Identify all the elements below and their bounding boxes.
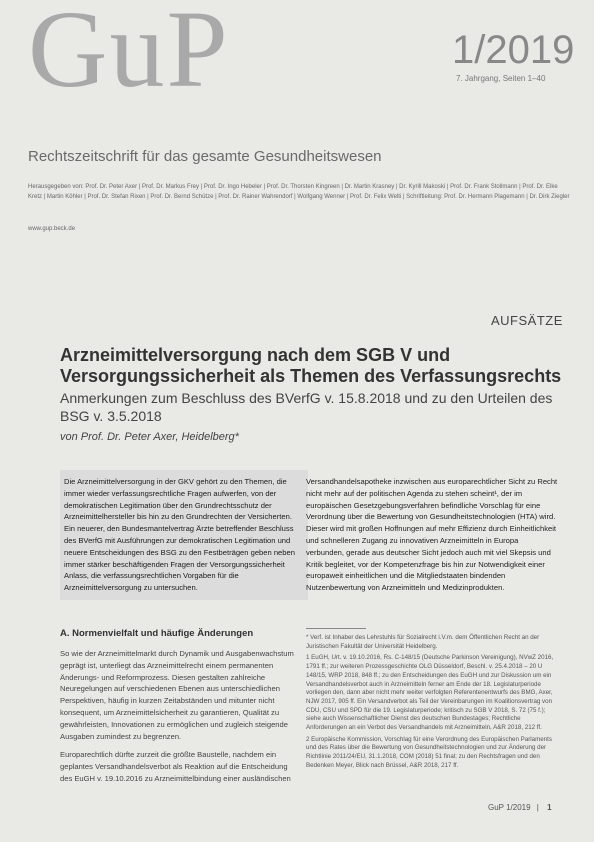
right-column-text: Versandhandelsapotheke inzwischen aus europarechtlicher Sicht zu Recht nicht mehr auf der politischen Agenda zu stehen scheint¹, der im europäischen Gesetzgebungsverfahren befindliche Vorschlag für eine Verordnung über die Bewertung von Gesundheitstechnologien (HTA) wird. Dieser wird mit großen Hoffnungen auf mehr Effizienz durch Einheitlichkeit und schnelleren Zugang zu innovativen Arzneimitteln in Europa verbunden, gerade aus deutscher Sicht jedoch auch mit viel Skepsis und Kritik begleitet, vor der Kompetenzfrage bis hin zur Notwendigkeit einer europaweit einheitlichen und die Mitgliedstaaten bindenden Nutzenbewertung von Arzneimitteln und Medizinprodukten. — [306, 477, 558, 593]
page-footer — [488, 803, 552, 812]
footnotes — [306, 634, 558, 771]
footer-divider: | — [536, 803, 539, 812]
footnote-2: 2 Europäische Kommission, Vorschlag für eine Verordnung des Europäischen Parlaments und des Rates über die Bewertung von Gesundheitstechnologien und zur Änderung der Richtlinie 2011/24/EU, 31.1.2018, COM (2018) 51 final; zu den Rechtsfragen und den Bedenken Meyer, Blick nach Brüssel, A&R 2018, 217 ff. — [306, 735, 552, 769]
section-a-body — [60, 648, 300, 785]
editors-list: Herausgegeben von: Prof. Dr. Peter Axer | Prof. Dr. Markus Frey | Prof. Dr. Ingo Hebeler | Prof. Dr. Thorsten Kingreen | Dr. Martin Krasney | Dr. Kyrill Makoski | Prof. Dr. Frank Stollmann | Prof. Dr. Elke Kretz | Martin Köhler | Prof. Dr. Stefan Rixen | Prof. Dr. Bernd Schütze | Prof. Dr. Rainer Wahrendorf | Wolfgang Wenner | Prof. Dr. Felix Welti | Schriftleitung: Prof. Dr. Hermann Plagemann | Dr. Dirk Ziegler — [28, 184, 570, 200]
section-a-heading: A. Normenvielfalt und häufige Änderungen — [60, 628, 254, 639]
journal-logo: GuP — [28, 0, 230, 110]
footnote-1: 1 EuGH, Urt. v. 19.10.2016, Rs. C-148/15 (Deutsche Parkinson Vereinigung), NVwZ 2016, 1791 ff.; zur weiteren Prozessgeschichte OLG Düsseldorf, Beschl. v. 25.4.2018 – 20 U 148/15, WRP 2018, 848 ff.; zu den Entscheidungen des EuGH und zur Diskussion um ein Versandhandelsverbot auch in Arzneimitteln ferner am Ende der 18. Legislaturperiode vorliegen den, dann aber nicht mehr weiter verfolgten Referentenentwurfs des BMG, Axer, NJW 2017, 905 ff. Ein Versandverbot als Teil der Vereinbarungen im Koalitionsvertrag von CDU, CSU und SPD für die 19. Legislaturperiode; kritisch zu SGB V 2018, S. 72 (75 f.); siehe auch Wissenschaftlicher Dienst des deutschen Bundestages; Rechtliche Anforderungen an ein Verbot des Versandhandels mit Arzneimitteln, A&R 2018, 212 ff. — [306, 654, 554, 732]
article-title: Arzneimittelversorgung nach dem SGB V und Versorgungssicherheit als Themen des Verfassungsrechts — [60, 345, 562, 386]
issue-details: 7. Jahrgang, Seiten 1–40 — [456, 74, 546, 83]
article-subtitle: Anmerkungen zum Beschluss des BVerfG v. 15.8.2018 und zu den Urteilen des BSG v. 3.5.2018 — [60, 390, 553, 424]
article-abstract: Die Arzneimittelversorgung in der GKV gehört zu den Themen, die immer wieder verfassungsrechtliche Fragen aufwerfen, von der demokratischen Legitimation über den Grundrechtsschutz der Arzneimittelhersteller bis hin zu den Grundrechten der Versicherten. Ein neuerer, den Bundesmantelvertrag Ärzte betreffender Beschluss des BVerfG mit Ausführungen zur demokratischen Legitimation und neuere Entscheidungen des BSG zu den Festbeträgen geben neben immer stärker beschäftigenden Fragen der Versorgungssicherheit Anlass, die verfassungsrechtlichen Vorgaben für die Arzneimittelversorgung zu untersuchen. — [60, 470, 308, 600]
footer-journal-issue: GuP 1/2019 — [488, 803, 531, 812]
section-label: AUFSÄTZE — [491, 313, 563, 328]
section-a-paragraph-1: So wie der Arzneimittelmarkt durch Dynamik und Ausgabenwachstum geprägt ist, unterliegt das Arzneimittelrecht einem permanenten Änderungs- und Reformprozess. Diesen gestalten zahlreiche Neuregelungen auf verschiedenen Ebenen aus unterschiedlichen Perspektiven, häufig in kurzen Zeitabständen und mitunter nicht konsequent, um Arzneimittelsicherheit zu garantieren, Qualität zu gewährleisten, Innovationen zu ermöglichen und zugleich steigende Ausgaben zumindest zu begrenzen. — [60, 649, 294, 741]
page-number: 1 — [547, 803, 552, 812]
footnote-author: * Verf. ist Inhaber des Lehrstuhls für Sozialrecht i.V.m. dem Öffentlichen Recht an der Juristischen Fakultät der Universität Heidelberg. — [306, 634, 540, 650]
journal-subtitle: Rechtszeitschrift für das gesamte Gesundheitswesen — [28, 148, 382, 165]
section-a-paragraph-2: Europarechtlich dürfte zurzeit die größte Baustelle, nachdem ein geplantes Versandhandelsverbot als Reaktion auf die Entscheidung des EuGH v. 19.10.2016 zu Arzneimittelbindung einer ausländischen — [60, 750, 291, 783]
footnote-rule — [306, 628, 366, 629]
journal-url: www.gup.beck.de — [28, 226, 76, 232]
issue-number: 1/2019 — [452, 28, 575, 72]
article-author: von Prof. Dr. Peter Axer, Heidelberg* — [60, 431, 239, 443]
